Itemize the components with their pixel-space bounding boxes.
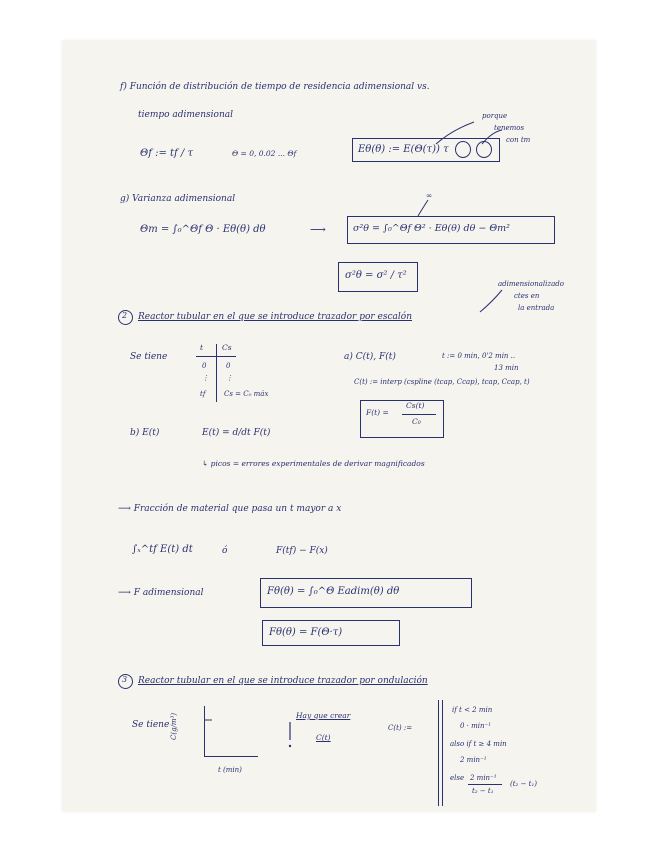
side-note-adim: adimensionalizado (498, 280, 564, 288)
table-header-t: t (200, 343, 204, 352)
fraccion-line: ⟶ Fracción de material que pasa un t mayor a x (118, 504, 342, 514)
infinity-annotation: ∞ (426, 191, 433, 200)
sigma-ratio-formula: σ²θ = σ² / τ² (345, 270, 407, 281)
se-tiene-3: Se tiene (132, 720, 170, 730)
section-2-title: Reactor tubular en el que se introduce trazador por escalón (138, 312, 413, 322)
x-axis-label: t (min) (218, 766, 242, 774)
hay-que-crear: Hay que crear (296, 711, 351, 720)
exclamation-dot (289, 745, 291, 747)
case-3-numerator: 2 min⁻¹ (470, 774, 497, 782)
picos-note: ↳ picos = errores experimentales de derivar magnificados (202, 459, 425, 468)
e-theta-formula: Eθ(θ) := E(Θ(τ)) τ (358, 144, 449, 155)
section-3-number: 3 (122, 675, 128, 684)
integral-e-t: ∫ₓ^tf E(t) dt (132, 544, 193, 555)
margin-note-tenemos: tenemos (494, 124, 525, 132)
case-3-tail: (t₂ − t₁) (510, 780, 538, 788)
theta-range: Θ = 0, 0.02 ... Θf (232, 149, 297, 158)
c-t-label: C(t) (316, 733, 331, 742)
part-b-line: b) E(t) (130, 428, 160, 438)
table-cell-t0: 0 (202, 362, 207, 370)
time-range: t := 0 min, 0'2 min .. (442, 352, 516, 360)
part-a-line: a) C(t), F(t) (344, 352, 396, 362)
case-2-value: 2 min⁻¹ (460, 756, 487, 764)
f-adim-line: ⟶ F adimensional (118, 588, 204, 598)
table-cell-c0: 0 (226, 362, 231, 370)
y-axis-label: C(g/m³) (170, 712, 178, 740)
section-f-subtitle: tiempo adimensional (138, 110, 234, 120)
case-1-value: 0 · min⁻¹ (460, 722, 492, 730)
f-t-numerator: Cs(t) (406, 401, 425, 410)
table-header-cs: Cs (222, 343, 232, 352)
case-2-condition: also if t ≥ 4 min (450, 740, 507, 748)
section-g-title: g) Varianza adimensional (120, 194, 236, 204)
f-t-denominator: C₀ (412, 417, 421, 426)
time-end: 13 min (494, 364, 519, 372)
arrow-to-infinity (418, 200, 428, 216)
case-3-denominator: t₂ − t₁ (472, 787, 494, 795)
case-3-else: else (450, 774, 465, 782)
arrow-to-tenemos (482, 130, 502, 144)
or-word: ó (222, 546, 228, 556)
f-t-lhs: F(t) = (366, 408, 389, 417)
section-3-title: Reactor tubular en el que se introduce trazador por ondulación (138, 676, 428, 686)
e-t-derivative: E(t) = d/dt F(t) (202, 428, 271, 438)
notebook-page (62, 40, 596, 812)
arrow-g: ⟶ (310, 223, 326, 236)
side-note-entrada: la entrada (518, 304, 555, 312)
c-t-def: C(t) := (388, 724, 413, 732)
margin-note-porque: porque (482, 112, 508, 120)
table-cell-c-dots: ⋮ (226, 374, 233, 382)
sigma-integral-formula: σ²θ = ∫₀^Θf Θ² · Eθ(θ) dθ − Θm² (353, 223, 510, 234)
table-cell-t-dots: ⋮ (202, 374, 209, 382)
theta-m-formula: Θm = ∫₀^Θf Θ · Eθ(θ) dθ (140, 224, 266, 235)
section-f-title: f) Función de distribución de tiempo de residencia adimensional vs. (120, 82, 430, 92)
interp-formula: C(t) := interp (cspline (tcap, Ccap), tcap, Ccap, t) (354, 378, 530, 386)
arrow-to-porque (436, 122, 474, 144)
theta-f-definition: Θf := tf / τ (140, 148, 193, 159)
f-theta-integral: Fθ(θ) = ∫₀^Θ Eadim(θ) dθ (267, 586, 400, 597)
side-note-ctes: ctes en (514, 292, 540, 300)
f-difference: F(tf) − F(x) (276, 546, 328, 556)
se-tiene-2: Se tiene (130, 352, 168, 362)
section-2-number: 2 (122, 311, 128, 320)
table-cell-c0max: Cs = C₀ máx (224, 390, 269, 398)
margin-note-con-tm: con tm (506, 136, 531, 144)
arrow-to-side-note (480, 290, 502, 312)
table-cell-tf: tf (200, 390, 206, 398)
case-1-condition: if t < 2 min (452, 706, 493, 714)
pen-strokes (62, 40, 596, 812)
f-theta-formula: Fθ(θ) = F(Θ·τ) (269, 627, 343, 638)
